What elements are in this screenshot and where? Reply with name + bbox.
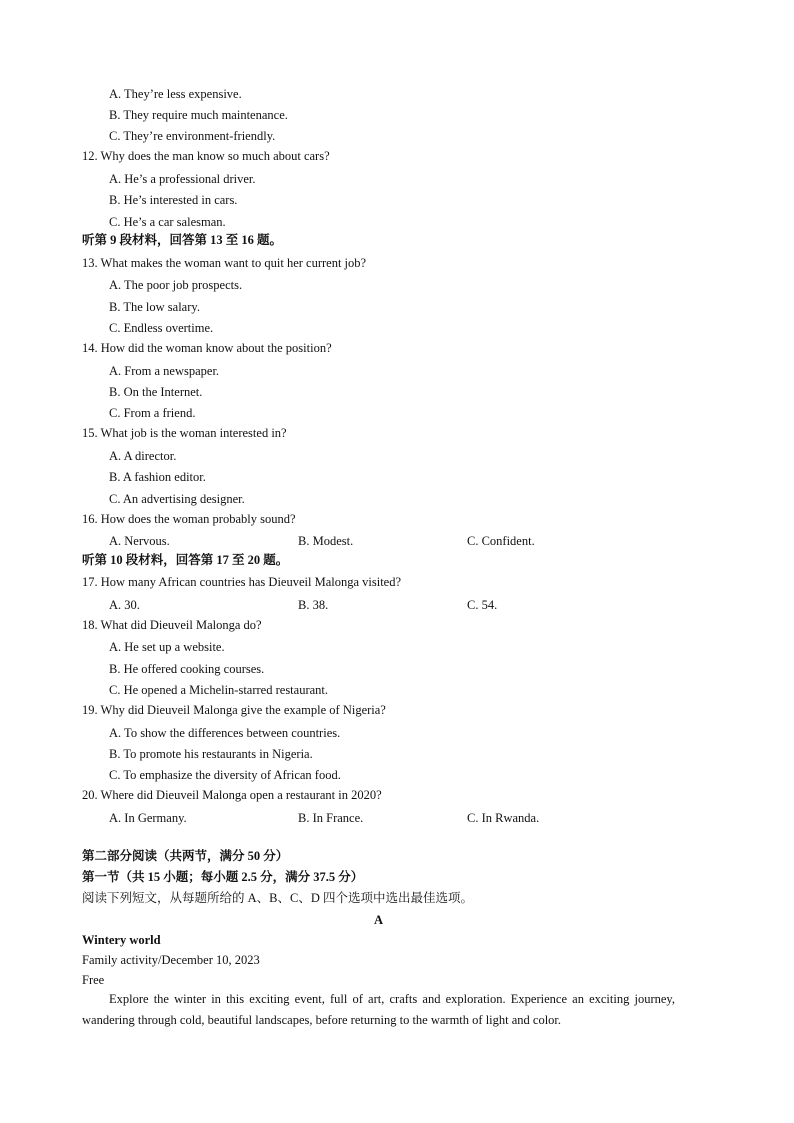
section-10-heading: 听第 10 段材料，回答第 17 至 20 题。 [82, 553, 289, 567]
q15-option-c: C. An advertising designer. [109, 492, 245, 506]
q17-option-b: B. 38. [298, 598, 329, 612]
q19-option-c: C. To emphasize the diversity of African food. [109, 768, 341, 782]
q13-option-c: C. Endless overtime. [109, 321, 214, 335]
q14-option-b: B. On the Internet. [109, 385, 203, 399]
q19-option-b: B. To promote his restaurants in Nigeria. [109, 747, 313, 761]
q16-option-a: A. Nervous. [109, 534, 170, 548]
q16-option-b: B. Modest. [298, 534, 354, 548]
q14-option-c: C. From a friend. [109, 406, 196, 420]
q15-stem: 15. What job is the woman interested in? [82, 426, 287, 440]
passage-body: Explore the winter in this exciting event, full of art, crafts and exploration. Experience an exciting journey, wandering through cold, beautiful landscapes, before returning to the warmth of light and color. [82, 992, 675, 1027]
q14-option-a: A. From a newspaper. [109, 364, 220, 378]
q11-option-c: C. They’re environment-friendly. [109, 129, 276, 143]
q12-stem: 12. Why does the man know so much about cars? [82, 149, 330, 163]
q13-stem: 13. What makes the woman want to quit her current job? [82, 256, 367, 270]
q14-stem: 14. How did the woman know about the position? [82, 341, 332, 355]
passage-title: Wintery world [82, 933, 161, 947]
q18-option-b: B. He offered cooking courses. [109, 662, 265, 676]
q13-option-b: B. The low salary. [109, 300, 200, 314]
q19-stem: 19. Why did Dieuveil Malonga give the example of Nigeria? [82, 703, 386, 717]
q20-stem: 20. Where did Dieuveil Malonga open a restaurant in 2020? [82, 788, 382, 802]
q19-option-a: A. To show the differences between countries. [109, 726, 341, 740]
q16-option-c: C. Confident. [467, 534, 535, 548]
q11-option-b: B. They require much maintenance. [109, 108, 288, 122]
q17-option-a: A. 30. [109, 598, 140, 612]
passage-label: A [373, 913, 384, 927]
passage-price: Free [82, 973, 105, 987]
q18-option-a: A. He set up a website. [109, 640, 225, 654]
q15-option-b: B. A fashion editor. [109, 470, 206, 484]
q12-option-c: C. He’s a car salesman. [109, 215, 226, 229]
q12-option-b: B. He’s interested in cars. [109, 193, 238, 207]
q12-option-a: A. He’s a professional driver. [109, 172, 256, 186]
part-2-title: 第二部分阅读（共两节，满分 50 分） [82, 849, 289, 863]
q18-option-c: C. He opened a Michelin-starred restaurant. [109, 683, 329, 697]
q11-option-a: A. They’re less expensive. [109, 87, 242, 101]
section-9-heading: 听第 9 段材料，回答第 13 至 16 题。 [82, 233, 283, 247]
q17-stem: 17. How many African countries has Dieuveil Malonga visited? [82, 575, 402, 589]
q17-option-c: C. 54. [467, 598, 498, 612]
part-2-section-1: 第一节（共 15 小题；每小题 2.5 分，满分 37.5 分） [82, 870, 364, 884]
passage-meta: Family activity/December 10, 2023 [82, 953, 260, 967]
q20-option-a: A. In Germany. [109, 811, 187, 825]
q16-stem: 16. How does the woman probably sound? [82, 512, 296, 526]
q13-option-a: A. The poor job prospects. [109, 278, 243, 292]
q15-option-a: A. A director. [109, 449, 177, 463]
q20-option-b: B. In France. [298, 811, 364, 825]
q18-stem: 18. What did Dieuveil Malonga do? [82, 618, 262, 632]
q20-option-c: C. In Rwanda. [467, 811, 540, 825]
part-2-instruction: 阅读下列短文，从每题所给的 A、B、C、D 四个选项中选出最佳选项。 [82, 891, 473, 905]
